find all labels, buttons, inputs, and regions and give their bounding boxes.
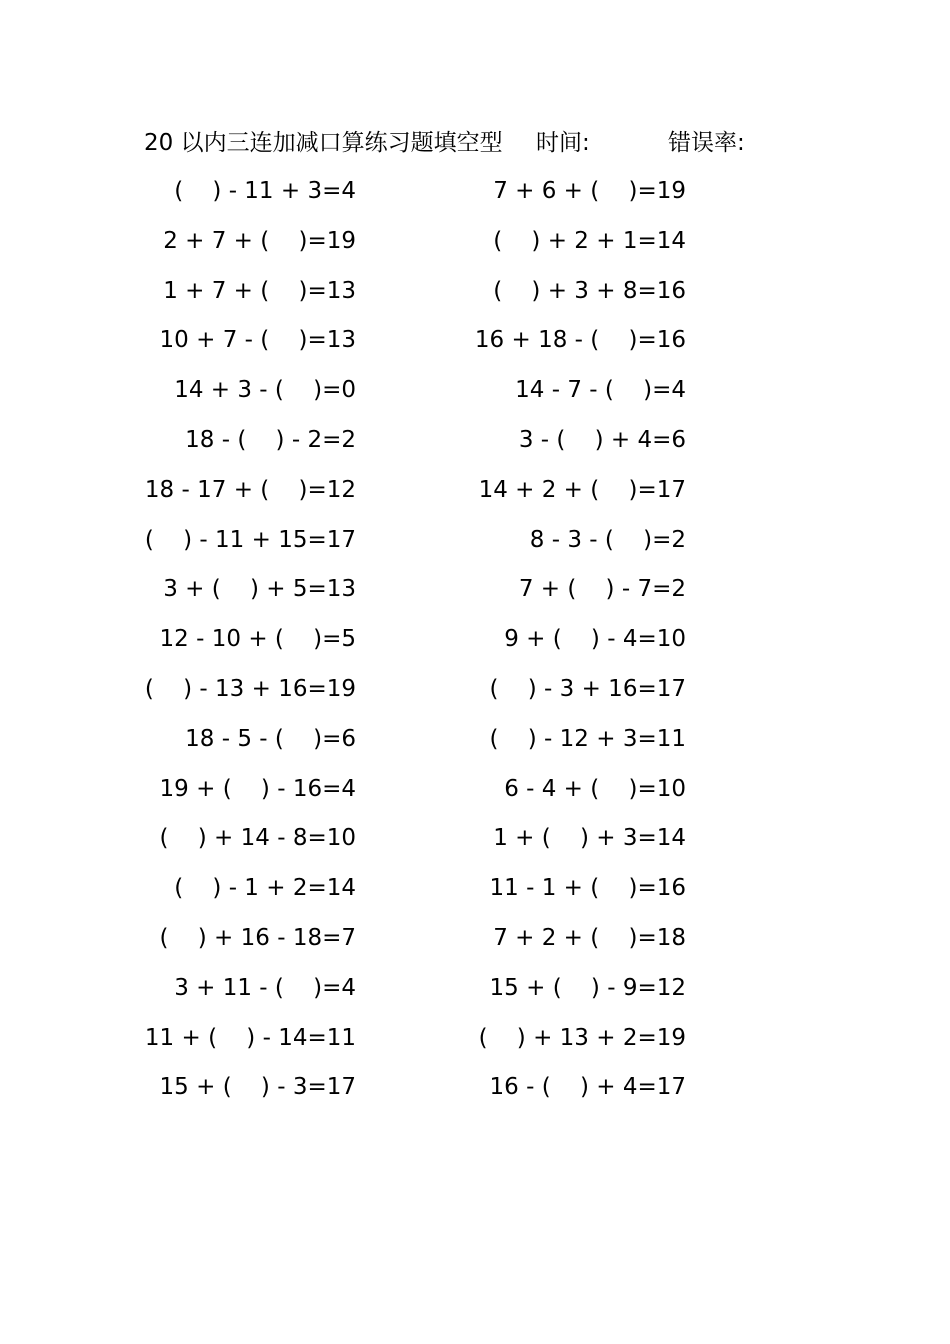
- worksheet-header: [144, 126, 784, 160]
- math-problem: 15 + ( ) - 3=17: [159, 1074, 356, 1101]
- math-problem: ( ) + 3 + 8=16: [493, 277, 686, 304]
- math-problem: 1 + 7 + ( )=13: [163, 277, 356, 304]
- math-problem: 16 - ( ) + 4=17: [489, 1074, 686, 1101]
- math-problem: 14 + 3 - ( )=0: [174, 377, 356, 404]
- math-problem: 16 + 18 - ( )=16: [474, 327, 686, 354]
- math-problem: 3 + ( ) + 5=13: [163, 576, 356, 603]
- math-problem: 19 + ( ) - 16=4: [159, 775, 356, 802]
- math-problem: 14 - 7 - ( )=4: [515, 377, 686, 404]
- left-problem-column: [116, 174, 356, 1120]
- math-problem: 3 + 11 - ( )=4: [174, 974, 356, 1001]
- math-problem: ( ) - 11 + 15=17: [144, 526, 356, 553]
- math-problem: 6 - 4 + ( )=10: [504, 775, 686, 802]
- math-problem: ( ) - 13 + 16=19: [144, 675, 356, 702]
- math-problem: 9 + ( ) - 4=10: [504, 626, 686, 653]
- math-problem: 3 - ( ) + 4=6: [518, 426, 686, 453]
- math-problem: ( ) - 1 + 2=14: [174, 875, 356, 902]
- time-label: 时间:: [536, 130, 590, 156]
- math-problem: 18 - ( ) - 2=2: [185, 426, 356, 453]
- math-problem: 14 + 2 + ( )=17: [478, 476, 686, 503]
- math-problem: 7 + ( ) - 7=2: [518, 576, 686, 603]
- math-problem: 18 - 5 - ( )=6: [185, 725, 356, 752]
- math-problem: ( ) + 2 + 1=14: [493, 227, 686, 254]
- math-problem: ( ) - 3 + 16=17: [489, 675, 686, 702]
- math-problem: 1 + ( ) + 3=14: [493, 825, 686, 852]
- right-problem-column: [446, 174, 686, 1120]
- math-problem: 10 + 7 - ( )=13: [159, 327, 356, 354]
- math-problem: 2 + 7 + ( )=19: [163, 227, 356, 254]
- math-problem: 11 - 1 + ( )=16: [489, 875, 686, 902]
- math-problem: 7 + 2 + ( )=18: [493, 924, 686, 951]
- math-problem: ( ) + 16 - 18=7: [159, 924, 356, 951]
- math-problem: 7 + 6 + ( )=19: [493, 178, 686, 204]
- math-problem: 11 + ( ) - 14=11: [144, 1024, 356, 1051]
- math-problem: 12 - 10 + ( )=5: [159, 626, 356, 653]
- math-problem: ( ) + 14 - 8=10: [159, 825, 356, 852]
- math-problem: ( ) + 13 + 2=19: [478, 1024, 686, 1051]
- math-problem: 18 - 17 + ( )=12: [144, 476, 356, 503]
- error-rate-label: 错误率:: [668, 130, 745, 156]
- math-problem: ( ) - 12 + 3=11: [489, 725, 686, 752]
- worksheet-title: 20 以内三连加减口算练习题填空型: [144, 130, 503, 156]
- math-problem: 8 - 3 - ( )=2: [529, 526, 686, 553]
- math-problem: ( ) - 11 + 3=4: [174, 178, 356, 204]
- math-problem: 15 + ( ) - 9=12: [489, 974, 686, 1001]
